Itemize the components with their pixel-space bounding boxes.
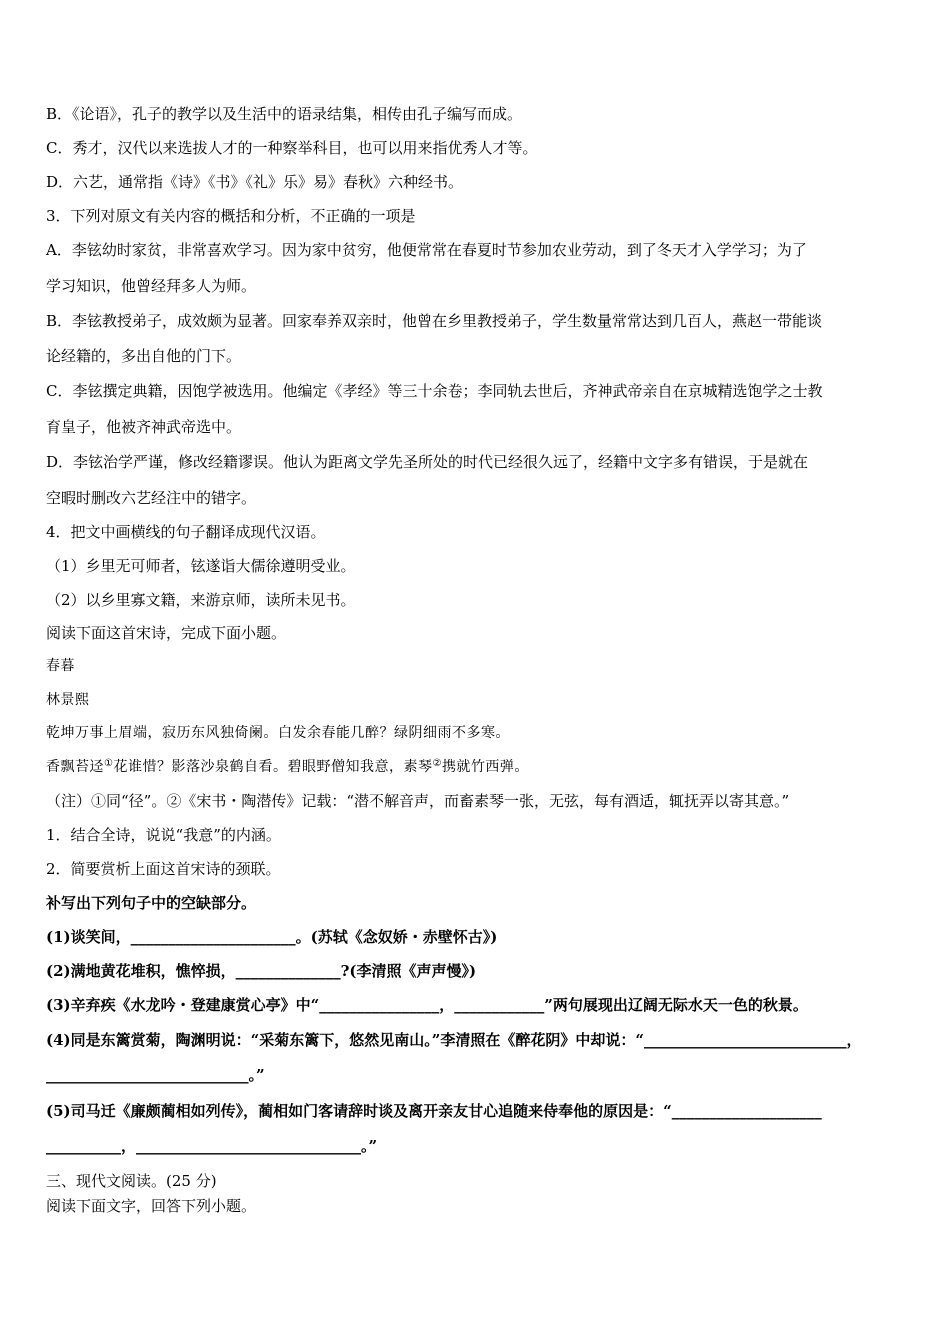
fill-blank-5-line2: __________，______________________________。” — [46, 1137, 378, 1155]
q4-sentence-1: （1）乡里无可师者，铉遂诣大儒徐遵明受业。 — [46, 557, 356, 575]
poem-title: 春暮 — [46, 658, 75, 674]
q3-option-a-line2: 学习知识，他曾经拜多人为师。 — [46, 277, 257, 295]
poem-line-2-a: 香飘苔迳 — [46, 759, 104, 775]
q3-option-b-line2: 论经籍的，多出自他的门下。 — [46, 347, 242, 365]
fill-blank-1: (1)谈笑间，______________________。(苏轼《念奴娇・赤壁怀古》) — [46, 928, 498, 946]
option-b-analects: B．《论语》，孔子的教学以及生活中的语录结集，相传由孔子编写而成。 — [46, 105, 523, 123]
footnote-mark-1: ① — [104, 758, 114, 769]
fill-blank-2: (2)满地黄花堆积，憔悴损，______________?(李清照《声声慢》) — [46, 962, 477, 980]
poem-footnote: （注）①同“径”。②《宋书・陶潜传》记载：“潜不解音声，而畜素琴一张，无弦，每有酒适，辄抚弄以寄其意。” — [46, 792, 790, 810]
fill-blank-heading: 补写出下列句子中的空缺部分。 — [46, 894, 257, 912]
q3-option-d-line1: D．李铉治学严谨，修改经籍谬误。他认为距离文学先圣所处的时代已经很久远了，经籍中文字多有错误，于是就在 — [46, 453, 809, 471]
poem-line-2-c: 携就竹西弹。 — [441, 759, 529, 775]
option-c-xiucai: C．秀才，汉代以来选拔人才的一种察举科目，也可以用来指优秀人才等。 — [46, 139, 538, 157]
poem-author: 林景熙 — [46, 692, 90, 708]
section-three-heading: 三、现代文阅读。(25 分) — [46, 1172, 217, 1190]
q4-sentence-2: （2）以乡里寡文籍，来游京师，读所未见书。 — [46, 591, 356, 609]
question-4: 4．把文中画横线的句子翻译成现代汉语。 — [46, 523, 326, 541]
poem-question-1: 1．结合全诗，说说“我意”的内涵。 — [46, 826, 281, 844]
q3-option-a-line1: A．李铉幼时家贫，非常喜欢学习。因为家中贫穷，他便常常在春夏时节参加农业劳动，到了冬天才入学学习；为了 — [46, 241, 807, 259]
fill-blank-5-line1: (5)司马迁《廉颇蔺相如列传》，蔺相如门客请辞时谈及离开亲友甘心追随来侍奉他的原因是：“____________________ — [46, 1102, 822, 1120]
section-three-instruction: 阅读下面文字，回答下列小题。 — [46, 1197, 257, 1215]
q3-option-d-line2: 空暇时删改六艺经注中的错字。 — [46, 489, 257, 507]
poem-line-2 — [46, 757, 906, 777]
fill-blank-3: (3)辛弃疾《水龙吟・登建康赏心亭》中“________________，____________”两句展现出辽阔无际水天一色的秋景。 — [46, 996, 808, 1014]
q3-option-b-line1: B．李铉教授弟子，成效颇为显著。回家奉养双亲时，他曾在乡里教授弟子，学生数量常常达到几百人，燕赵一带能谈 — [46, 312, 823, 330]
q3-option-c-line2: 育皇子，他被齐神武帝选中。 — [46, 418, 242, 436]
q3-option-c-line1: C．李铉撰定典籍，因饱学被选用。他编定《孝经》等三十余卷；李同轨去世后，齐神武帝亲自在京城精选饱学之士教 — [46, 382, 823, 400]
fill-blank-4-line2: ___________________________。” — [46, 1066, 265, 1084]
poem-instruction: 阅读下面这首宋诗，完成下面小题。 — [46, 624, 287, 642]
poem-line-2-b: 花谁惜？影落沙泉鹤自看。碧眼野僧知我意，素琴 — [113, 759, 433, 775]
footnote-mark-2: ② — [432, 758, 442, 769]
poem-line-1: 乾坤万事上眉端，寂历东风独倚阑。白发余春能几醉？绿阴细雨不多寒。 — [46, 725, 510, 741]
question-3: 3．下列对原文有关内容的概括和分析，不正确的一项是 — [46, 207, 416, 225]
fill-blank-4-line1: (4)同是东篱赏菊，陶渊明说：“采菊东篱下，悠然见南山。”李清照在《醉花阴》中却说：“___________________________， — [46, 1031, 862, 1049]
option-d-liuyi: D．六艺，通常指《诗》《书》《礼》乐》易》春秋》六种经书。 — [46, 173, 464, 191]
poem-question-2: 2．简要赏析上面这首宋诗的颈联。 — [46, 860, 281, 878]
